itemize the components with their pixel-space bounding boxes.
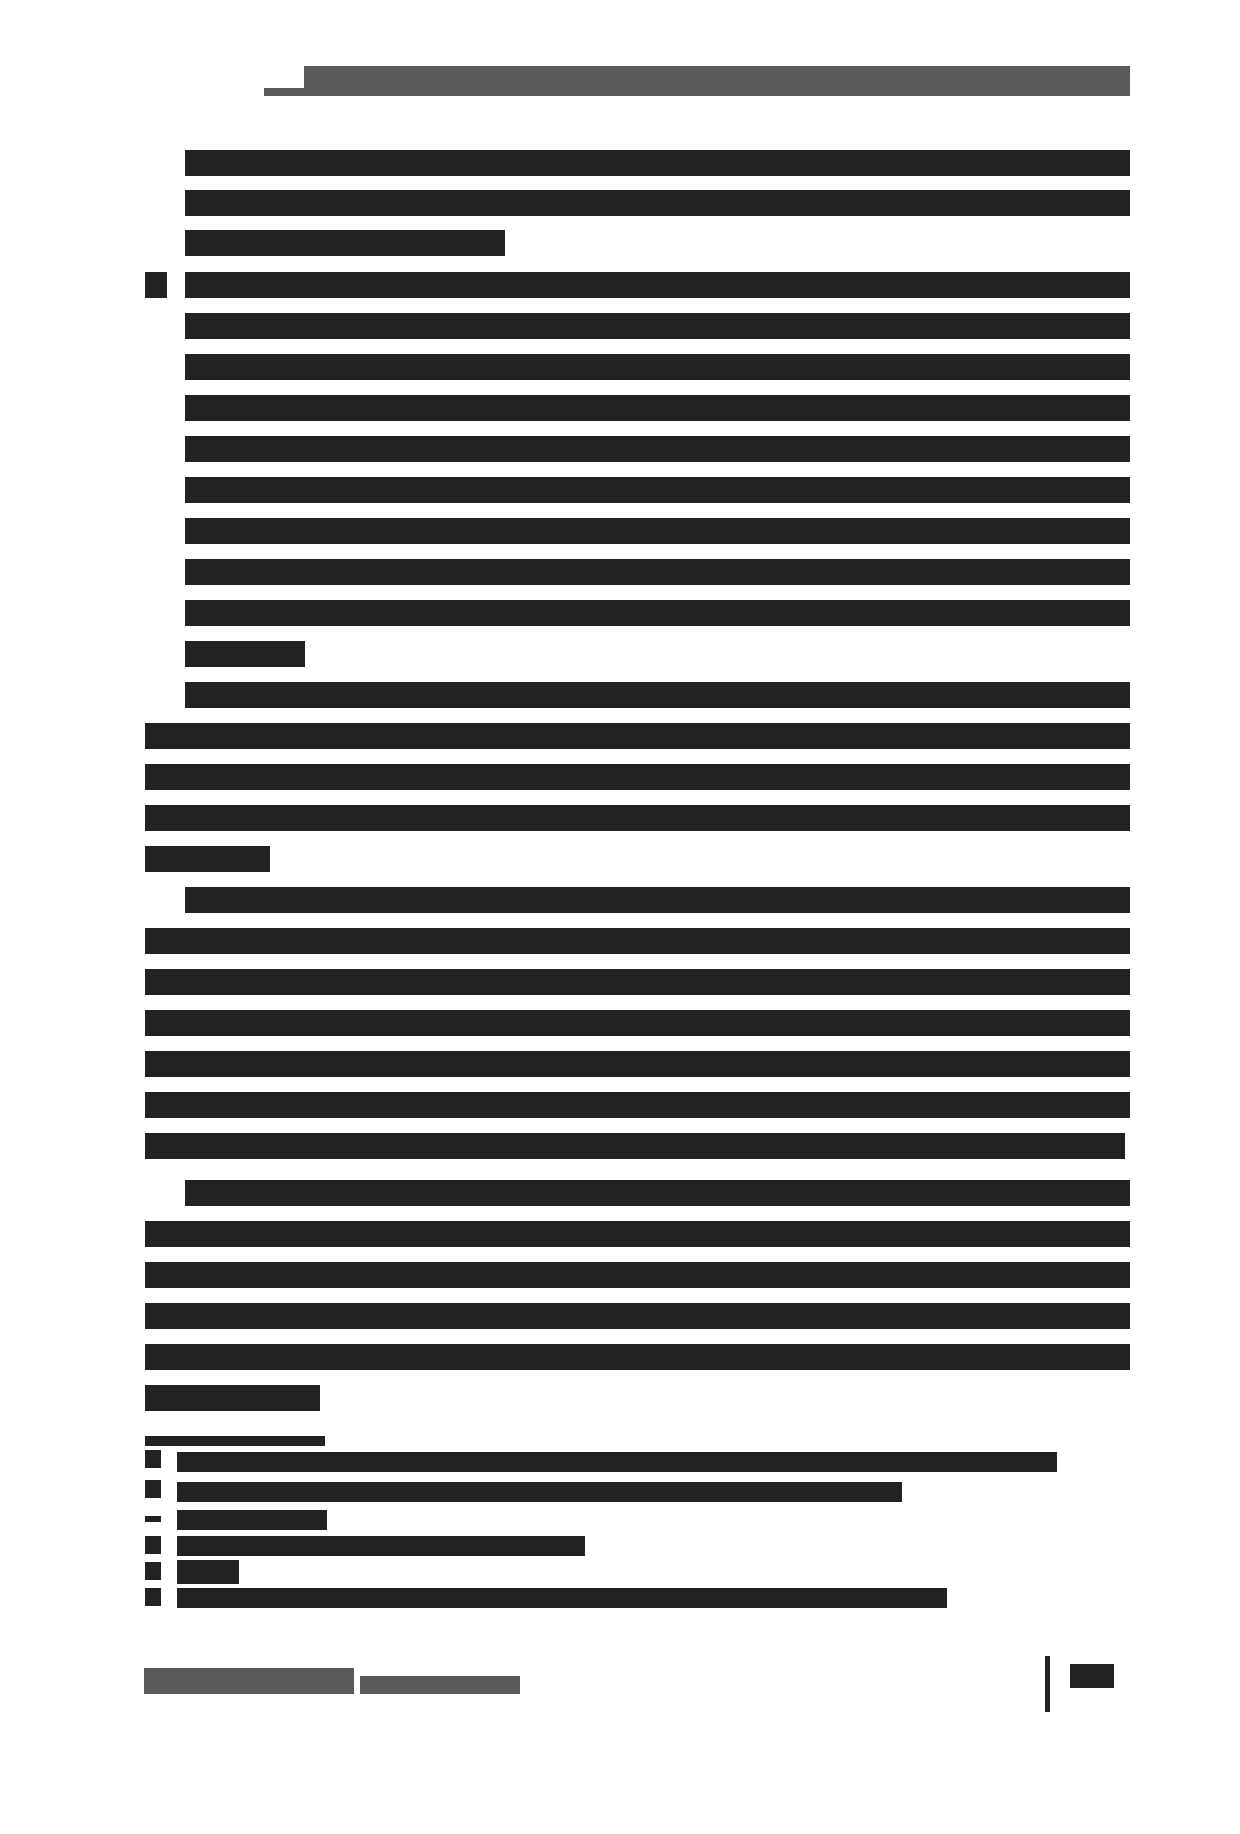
footnote-marker — [145, 1562, 161, 1580]
footnote — [177, 1588, 947, 1608]
footnote-marker — [145, 1450, 161, 1468]
footnote — [177, 1560, 239, 1584]
footnote — [177, 1452, 1057, 1472]
journal-subtitle — [360, 1676, 520, 1694]
journal-name — [144, 1668, 354, 1694]
footnote-separator — [145, 1436, 325, 1446]
footnote — [177, 1482, 902, 1502]
footnote-marker — [145, 1480, 161, 1498]
footnote — [177, 1510, 327, 1530]
footnote-marker — [145, 1516, 161, 1522]
footnotes — [0, 80, 1240, 1834]
footnote — [177, 1536, 585, 1556]
page-number — [1070, 1664, 1114, 1688]
footer-divider — [1045, 1656, 1050, 1712]
footnote-marker — [145, 1536, 161, 1554]
footnote-marker — [145, 1588, 161, 1606]
